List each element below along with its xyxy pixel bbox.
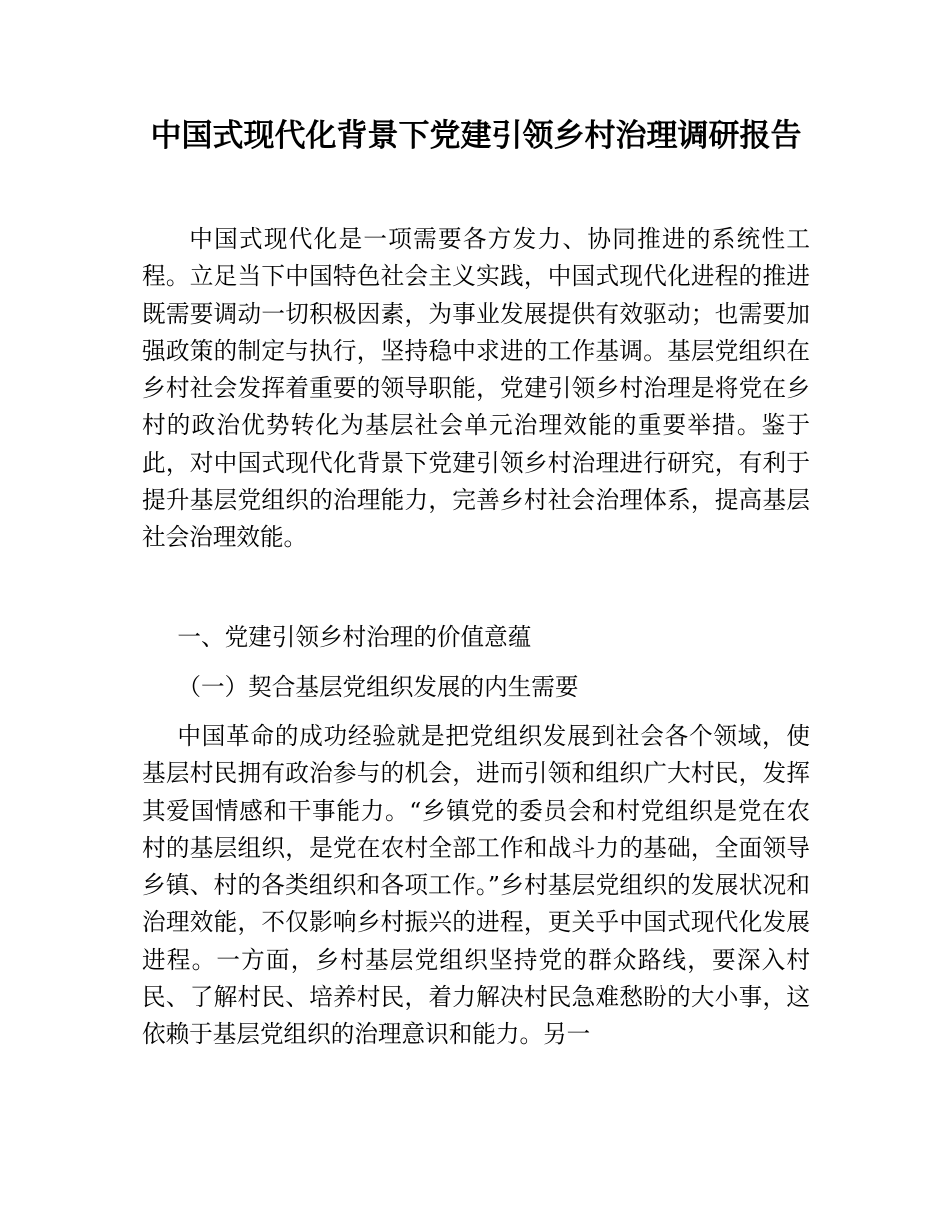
paragraph-intro: 中国式现代化是一项需要各方发力、协同推进的系统性工程。立足当下中国特色社会主义实践，中国式现代化进程的推进既需要调动一切积极因素，为事业发展提供有效驱动；也需要加强政策的制定与执行，坚持稳中求进的工作基调。基层党组织在乡村社会发挥着重要的领导职能，党建引领乡村治理是将党在乡村的政治优势转化为基层社会单元治理效能的重要举措。鉴于此，对中国式现代化背景下党建引领乡村治理进行研究，有利于提升基层党组织的治理能力，完善乡村社会治理体系，提高基层社会治理效能。 <box>142 225 810 552</box>
section-heading: 一、党建引领乡村治理的价值意蕴 <box>177 623 532 651</box>
paragraph-body: 中国革命的成功经验就是把党组织发展到社会各个领域，使基层村民拥有政治参与的机会，进而引领和组织广大村民，发挥其爱国情感和干事能力。“乡镇党的委员会和村党组织是党在农村的基层组织，是党在农村全部工作和战斗力的基础，全面领导乡镇、村的各类组织和各项工作。”乡村基层党组织的发展状况和治理效能，不仅影响乡村振兴的进程，更关乎中国式现代化发展进程。一方面，乡村基层党组织坚持党的群众路线，要深入村民、了解村民、培养村民，着力解决村民急难愁盼的大小事，这依赖于基层党组织的治理意识和能力。另一 <box>142 722 810 1049</box>
document-title: 中国式现代化背景下党建引领乡村治理调研报告 <box>150 118 802 154</box>
subsection-heading: （一）契合基层党组织发展的内生需要 <box>177 673 579 701</box>
